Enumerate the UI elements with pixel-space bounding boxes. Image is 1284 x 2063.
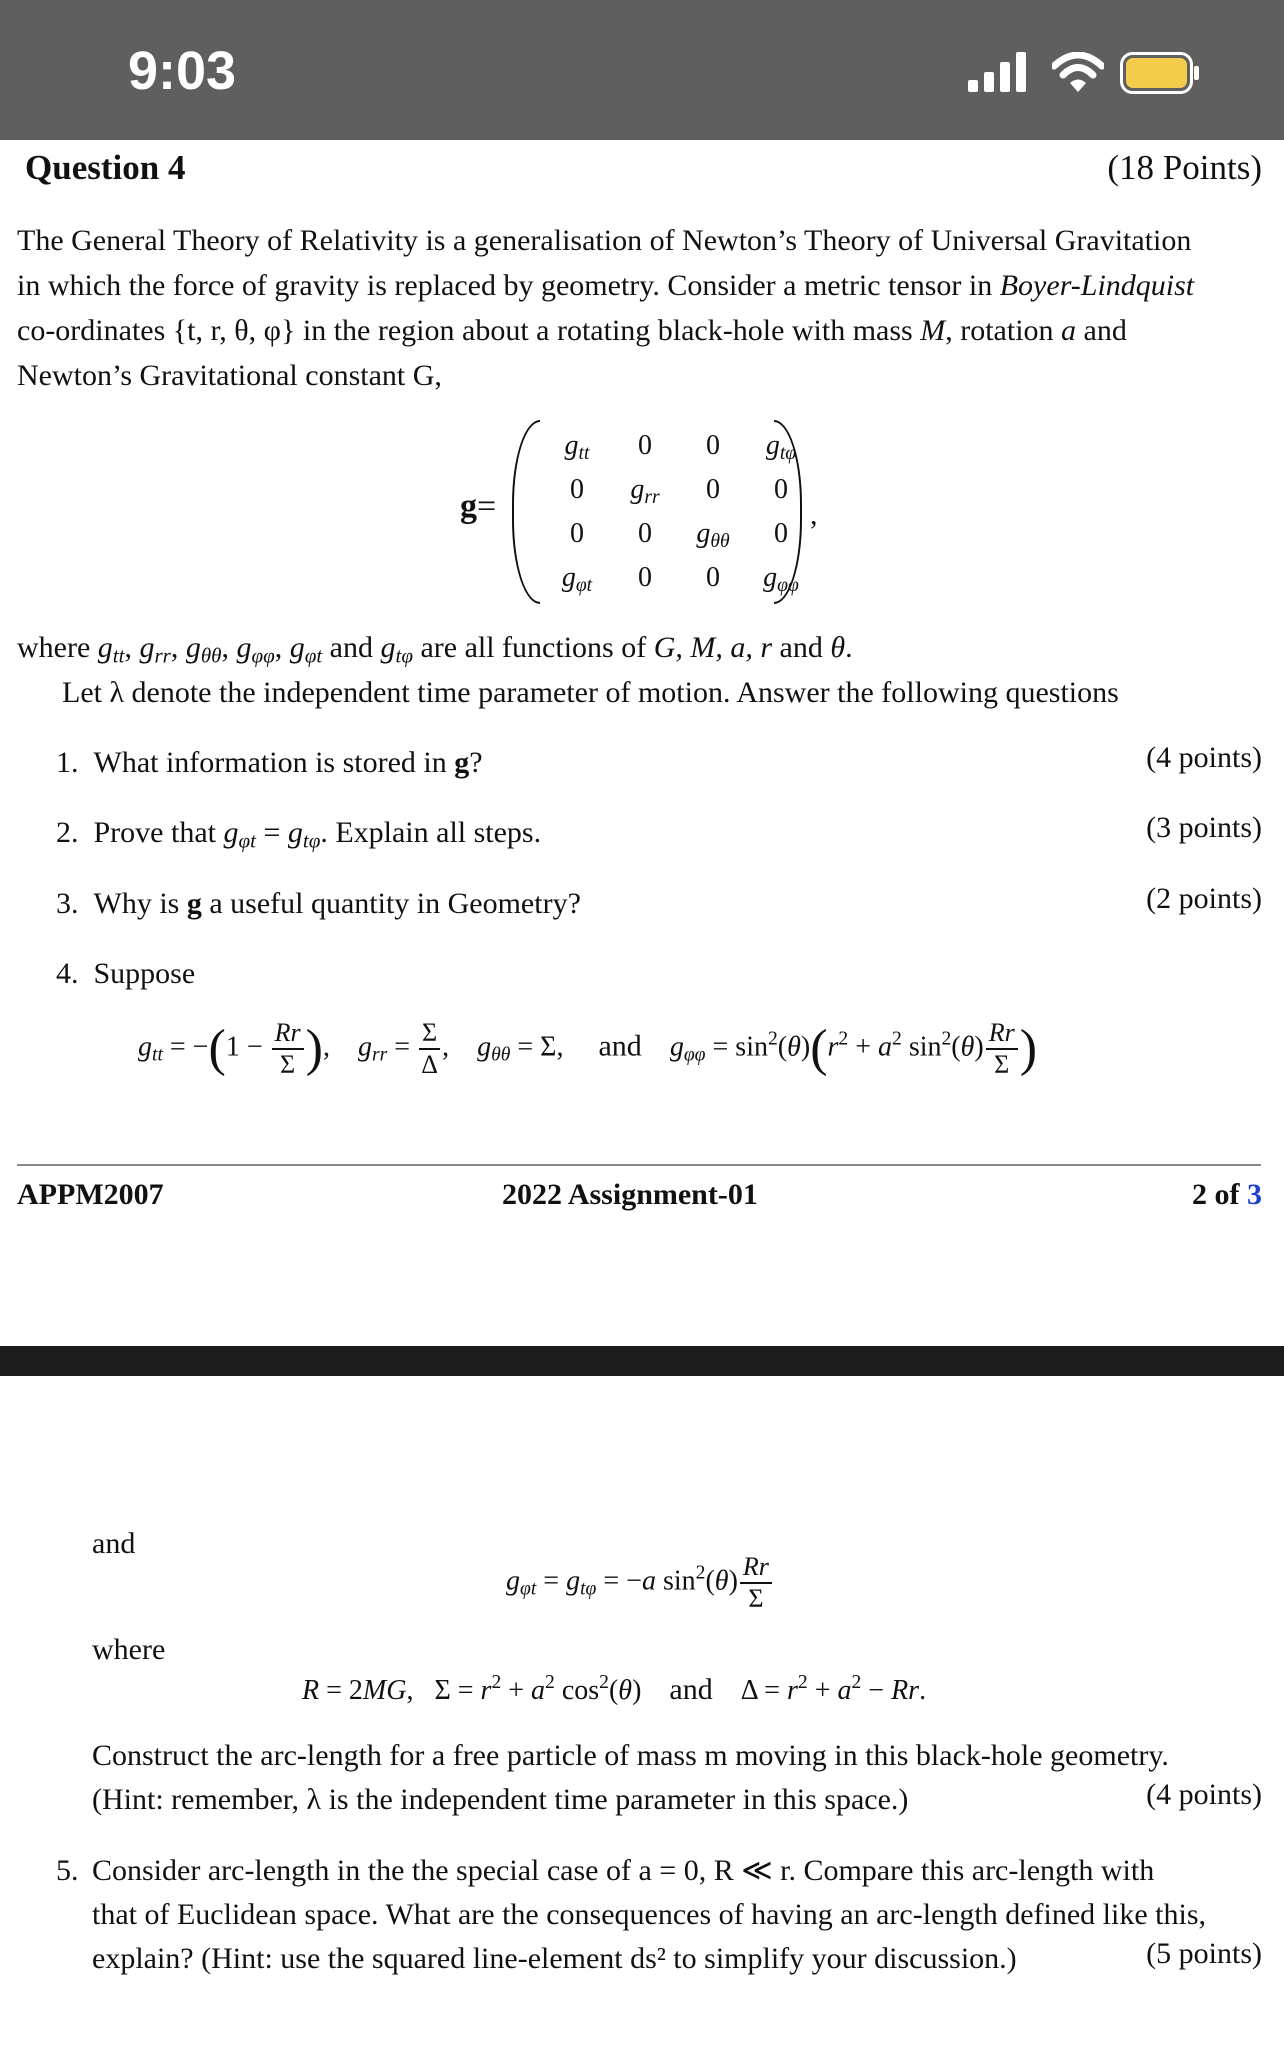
item-5-line-2: that of Euclidean space. What are the consequences of having an arc-length defined like this,	[92, 1898, 1206, 1931]
matrix-comma: ,	[810, 498, 818, 531]
functions-text: where $g_{tt}$, $g_{rr}$, $g_{\theta\theta}$, $g_{\varphi\varphi}$, $g_{\varphi t}$ and $g_{t\varphi}$ are all functions of G, M, a, r and θ.	[17, 631, 853, 668]
matrix-cell: $g_{\varphi t}$	[561, 562, 593, 596]
matrix-cell: $g_{tt}$	[564, 430, 590, 464]
intro-line-4: Newton’s Gravitational constant G,	[17, 359, 442, 392]
matrix-cell: 0	[570, 518, 584, 549]
gphit-equation: $g_{\varphi t} = g_{t\varphi} = -a$ $\sin^2(\theta)$ $\frac{Rr}{\Sigma}$	[506, 1552, 774, 1614]
where-label: where	[92, 1633, 166, 1666]
matrix-cell: 0	[638, 430, 652, 461]
footer-page: 2 of 3	[1192, 1178, 1262, 1211]
definitions-equation: R = 2MG, $\Sigma = r^2 + a^2$ $\cos^2(\theta)$ and $\Delta = r^2 + a^2 - Rr$.	[302, 1672, 927, 1706]
item-5-points: (5 points)	[1146, 1937, 1262, 1970]
left-bracket	[512, 420, 540, 604]
footer-title: 2022 Assignment-01	[502, 1178, 758, 1211]
matrix-cell: $g_{\theta\theta}$	[696, 518, 730, 552]
and-label: and	[92, 1527, 136, 1560]
matrix-cell: $g_{\varphi\varphi}$	[763, 562, 799, 596]
construct-line-1: Construct the arc-length for a free particle of mass m moving in this black-hole geometry.	[92, 1739, 1169, 1772]
item-5-line-1: Consider arc-length in the the special case of a = 0, R ≪ r. Compare this arc-length with	[92, 1854, 1155, 1887]
matrix-cell: $g_{rr}$	[630, 474, 660, 508]
construct-line-2: (Hint: remember, λ is the independent time parameter in this space.)	[92, 1783, 909, 1816]
item-1-points: (4 points)	[1146, 741, 1262, 774]
matrix-label: g=	[460, 488, 497, 525]
matrix-cell: 0	[638, 518, 652, 549]
matrix-cell: 0	[706, 430, 720, 461]
matrix-cell: 0	[706, 562, 720, 593]
cellular-signal-icon	[968, 52, 1030, 97]
equation-suppose: $g_{tt} = -(1$ − $\frac{Rr}{\Sigma}$ ), $g_{rr}$ = $\frac{\Sigma}{\Delta}$ , $g_{\theta\theta} = \Sigma$, and $g_{\varphi\varphi} = \sin^2(\theta)(r^2 + a^2$ $\sin^2(\theta)$ $\frac{Rr}{\Sigma}$ )	[138, 1018, 1038, 1079]
matrix-cell: 0	[638, 562, 652, 593]
status-time: 9:03	[128, 41, 237, 101]
battery-icon	[1120, 52, 1200, 99]
item-3: 3. Why is g a useful quantity in Geometry?	[56, 887, 581, 920]
metric-matrix	[512, 420, 802, 600]
question-points: (18 Points)	[1107, 148, 1262, 187]
item-3-points: (2 points)	[1146, 882, 1262, 915]
item-2: 2. Prove that $g_{\varphi t} = g_{t\varphi}$. Explain all steps.	[56, 816, 542, 853]
item-2-points: (3 points)	[1146, 811, 1262, 844]
construct-points: (4 points)	[1146, 1778, 1262, 1811]
let-text: Let λ denote the independent time parameter of motion. Answer the following questions	[62, 676, 1119, 709]
matrix-cell: $g_{t\varphi}$	[765, 430, 797, 464]
intro-line-2: in which the force of gravity is replaced by geometry. Consider a metric tensor in Boyer-Lindquist	[17, 269, 1195, 302]
footer-course: APPM2007	[17, 1178, 164, 1211]
footer-divider	[17, 1164, 1261, 1166]
intro-line-3: co-ordinates {t, r, θ, φ} in the region about a rotating black-hole with mass M, rotation a and	[17, 314, 1127, 347]
matrix-cell: 0	[706, 474, 720, 505]
item-1: 1. What information is stored in g?	[56, 746, 483, 779]
intro-line-1: The General Theory of Relativity is a generalisation of Newton’s Theory of Universal Gravitation	[17, 224, 1192, 257]
item-5-number: 5.	[56, 1854, 79, 1887]
item-4: 4. Suppose	[56, 957, 196, 990]
wifi-icon	[1052, 52, 1104, 97]
page-break	[0, 1346, 1284, 1376]
item-5-line-3: explain? (Hint: use the squared line-element ds² to simplify your discussion.)	[92, 1942, 1017, 1975]
matrix-cell: 0	[570, 474, 584, 505]
matrix-cell: 0	[774, 474, 788, 505]
matrix-cell: 0	[774, 518, 788, 549]
question-title: Question 4	[25, 148, 186, 187]
